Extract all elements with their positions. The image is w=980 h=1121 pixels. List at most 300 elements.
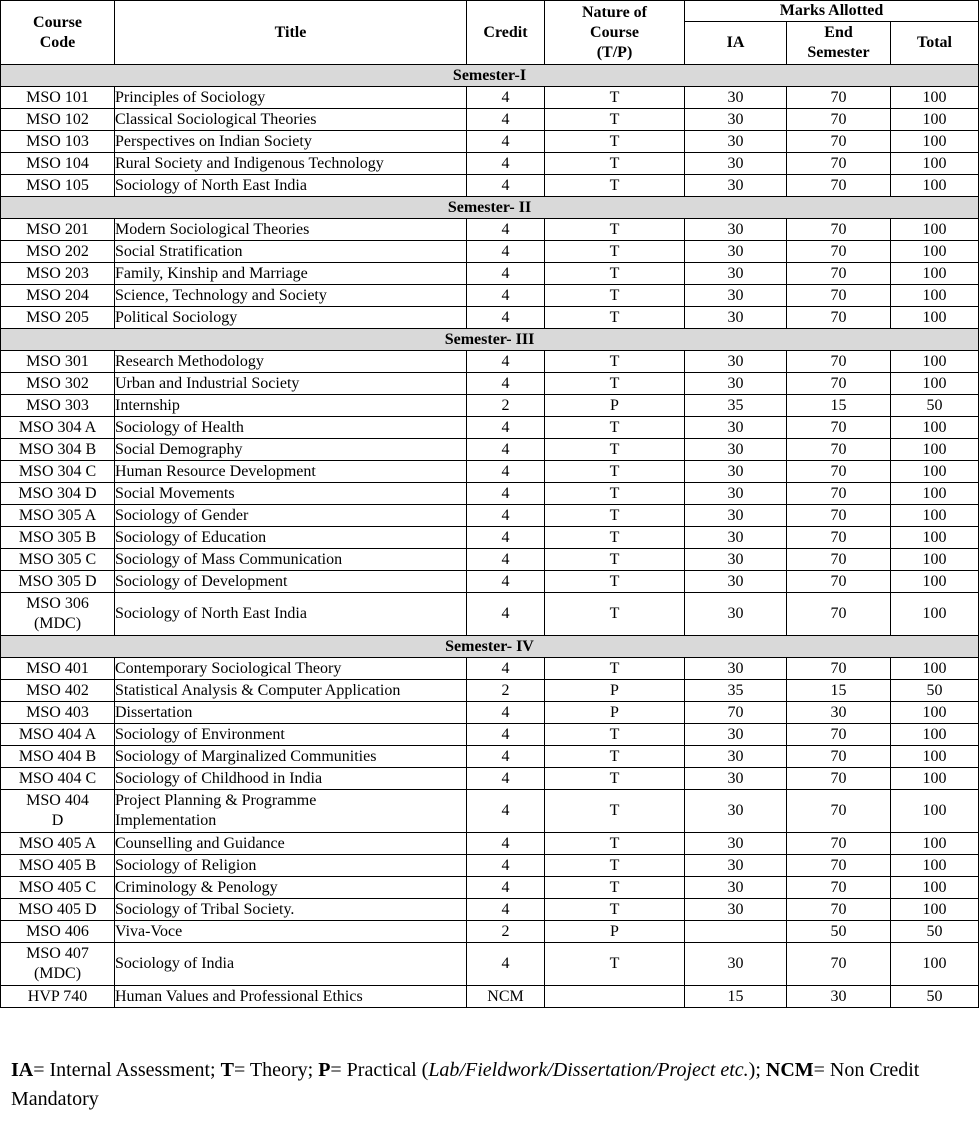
ia-cell: 30 (685, 219, 787, 241)
credit-cell: 4 (467, 263, 545, 285)
credit-cell: 4 (467, 153, 545, 175)
semester-band (1, 636, 979, 658)
nature-cell: T (545, 109, 685, 131)
course-title-cell: Contemporary Sociological Theory (115, 658, 467, 680)
course-code-cell: MSO 304 C (1, 461, 115, 483)
nature-cell: T (545, 263, 685, 285)
end-semester-cell: 70 (787, 943, 891, 986)
credit-cell: 2 (467, 921, 545, 943)
end-semester-cell: 70 (787, 439, 891, 461)
end-semester-cell: 70 (787, 899, 891, 921)
end-semester-cell: 70 (787, 285, 891, 307)
ia-cell: 30 (685, 307, 787, 329)
course-code-cell: MSO 405 D (1, 899, 115, 921)
end-semester-cell: 70 (787, 131, 891, 153)
nature-cell: T (545, 131, 685, 153)
end-semester-cell: 70 (787, 263, 891, 285)
credit-cell: 4 (467, 219, 545, 241)
semester-label: Semester-I (1, 65, 979, 87)
credit-cell: 4 (467, 724, 545, 746)
header-total: Total (891, 22, 979, 65)
credit-cell: 4 (467, 351, 545, 373)
ia-cell: 30 (685, 855, 787, 877)
total-cell: 100 (891, 483, 979, 505)
header-credit: Credit (467, 1, 545, 65)
course-title-cell: Perspectives on Indian Society (115, 131, 467, 153)
course-title-cell: Sociology of Development (115, 571, 467, 593)
end-semester-cell: 70 (787, 855, 891, 877)
course-code-cell: MSO 305 B (1, 527, 115, 549)
table-row (1, 768, 979, 790)
course-code-cell: MSO 202 (1, 241, 115, 263)
footnote-ia-def: = Internal Assessment; (33, 1059, 221, 1081)
total-cell: 100 (891, 219, 979, 241)
credit-cell: 4 (467, 833, 545, 855)
course-title-cell: Sociology of Tribal Society. (115, 899, 467, 921)
course-title-cell: Sociology of Marginalized Communities (115, 746, 467, 768)
course-title-cell: Principles of Sociology (115, 87, 467, 109)
course-title-cell: Sociology of Health (115, 417, 467, 439)
table-row (1, 724, 979, 746)
table-row (1, 175, 979, 197)
course-code-cell: MSO 405 A (1, 833, 115, 855)
end-semester-cell: 70 (787, 833, 891, 855)
nature-cell: T (545, 658, 685, 680)
credit-cell: 4 (467, 505, 545, 527)
credit-cell: 4 (467, 593, 545, 636)
end-semester-cell: 70 (787, 241, 891, 263)
ia-cell: 30 (685, 899, 787, 921)
footnote-p-term: P (318, 1059, 331, 1081)
nature-cell: T (545, 833, 685, 855)
nature-cell: T (545, 373, 685, 395)
table-row (1, 219, 979, 241)
credit-cell: 4 (467, 877, 545, 899)
end-semester-cell: 70 (787, 87, 891, 109)
end-semester-cell: 70 (787, 571, 891, 593)
course-code-cell: MSO 404 D (1, 790, 115, 833)
total-cell: 100 (891, 461, 979, 483)
nature-cell (545, 986, 685, 1008)
credit-cell: 4 (467, 527, 545, 549)
end-semester-cell: 70 (787, 505, 891, 527)
end-semester-cell: 70 (787, 109, 891, 131)
credit-cell: 4 (467, 943, 545, 986)
footnote-p-close: ); (748, 1059, 766, 1081)
credit-cell: 4 (467, 439, 545, 461)
ia-cell: 35 (685, 395, 787, 417)
ia-cell: 30 (685, 724, 787, 746)
nature-cell: T (545, 87, 685, 109)
course-title-cell: Sociology of Childhood in India (115, 768, 467, 790)
course-title-cell: Internship (115, 395, 467, 417)
ia-cell: 30 (685, 833, 787, 855)
course-code-cell: MSO 304 D (1, 483, 115, 505)
end-semester-cell: 70 (787, 461, 891, 483)
course-title-cell: Classical Sociological Theories (115, 109, 467, 131)
total-cell: 100 (891, 439, 979, 461)
nature-cell: T (545, 593, 685, 636)
nature-cell: T (545, 351, 685, 373)
credit-cell: 4 (467, 373, 545, 395)
course-code-cell: MSO 406 (1, 921, 115, 943)
nature-cell: T (545, 527, 685, 549)
end-semester-cell: 70 (787, 153, 891, 175)
end-semester-cell: 15 (787, 395, 891, 417)
ia-cell: 30 (685, 285, 787, 307)
credit-cell: 2 (467, 680, 545, 702)
credit-cell: 2 (467, 395, 545, 417)
nature-cell: T (545, 768, 685, 790)
course-code-cell: MSO 304 A (1, 417, 115, 439)
course-title-cell: Sociology of North East India (115, 175, 467, 197)
ia-cell: 30 (685, 505, 787, 527)
semester-band (1, 329, 979, 351)
header-nature: Nature of Course (T/P) (545, 1, 685, 65)
ia-cell: 70 (685, 702, 787, 724)
table-row (1, 658, 979, 680)
credit-cell: 4 (467, 768, 545, 790)
course-code-cell: MSO 301 (1, 351, 115, 373)
nature-cell: T (545, 943, 685, 986)
end-semester-cell: 70 (787, 527, 891, 549)
nature-cell: T (545, 571, 685, 593)
table-row (1, 986, 979, 1008)
course-title-cell: Counselling and Guidance (115, 833, 467, 855)
course-code-cell: MSO 105 (1, 175, 115, 197)
course-title-cell: Sociology of Environment (115, 724, 467, 746)
total-cell: 100 (891, 263, 979, 285)
course-title-cell: Science, Technology and Society (115, 285, 467, 307)
course-title-cell: Rural Society and Indigenous Technology (115, 153, 467, 175)
nature-cell: T (545, 724, 685, 746)
footnote-t-def: = Theory; (233, 1059, 319, 1081)
table-row (1, 549, 979, 571)
table-row (1, 153, 979, 175)
ia-cell: 30 (685, 768, 787, 790)
ia-cell: 30 (685, 943, 787, 986)
total-cell: 100 (891, 702, 979, 724)
semester-label: Semester- III (1, 329, 979, 351)
ia-cell: 30 (685, 527, 787, 549)
semester-label: Semester- IV (1, 636, 979, 658)
ia-cell: 30 (685, 877, 787, 899)
total-cell: 100 (891, 131, 979, 153)
credit-cell: 4 (467, 285, 545, 307)
course-title-cell: Urban and Industrial Society (115, 373, 467, 395)
table-row (1, 877, 979, 899)
table-row (1, 680, 979, 702)
course-title-cell: Viva-Voce (115, 921, 467, 943)
table-row (1, 351, 979, 373)
course-title-cell: Human Values and Professional Ethics (115, 986, 467, 1008)
credit-cell: 4 (467, 702, 545, 724)
footnote-ncm-def: = Non Credit Mandatory (11, 1059, 920, 1110)
course-title-cell: Dissertation (115, 702, 467, 724)
course-title-cell: Sociology of Education (115, 527, 467, 549)
table-row (1, 87, 979, 109)
ia-cell: 30 (685, 461, 787, 483)
total-cell: 100 (891, 855, 979, 877)
course-title-cell: Social Stratification (115, 241, 467, 263)
total-cell: 100 (891, 373, 979, 395)
nature-cell: P (545, 680, 685, 702)
nature-cell: T (545, 899, 685, 921)
total-cell: 100 (891, 351, 979, 373)
nature-cell: T (545, 285, 685, 307)
nature-cell: T (545, 549, 685, 571)
end-semester-cell: 70 (787, 768, 891, 790)
credit-cell: 4 (467, 417, 545, 439)
credit-cell: 4 (467, 109, 545, 131)
course-title-cell: Sociology of Religion (115, 855, 467, 877)
ia-cell: 30 (685, 790, 787, 833)
course-code-cell: MSO 402 (1, 680, 115, 702)
credit-cell: 4 (467, 790, 545, 833)
ia-cell: 30 (685, 439, 787, 461)
table-row (1, 855, 979, 877)
footnote-ia-term: IA (11, 1059, 34, 1081)
course-code-cell: MSO 305 C (1, 549, 115, 571)
course-code-cell: MSO 405 C (1, 877, 115, 899)
credit-cell: 4 (467, 658, 545, 680)
total-cell: 50 (891, 680, 979, 702)
ia-cell: 30 (685, 593, 787, 636)
credit-cell: 4 (467, 855, 545, 877)
table-row (1, 746, 979, 768)
total-cell: 100 (891, 833, 979, 855)
credit-cell: 4 (467, 241, 545, 263)
total-cell: 100 (891, 175, 979, 197)
total-cell: 100 (891, 877, 979, 899)
table-row (1, 395, 979, 417)
nature-cell: T (545, 461, 685, 483)
total-cell: 50 (891, 395, 979, 417)
nature-cell: T (545, 855, 685, 877)
course-code-cell: MSO 302 (1, 373, 115, 395)
ia-cell: 30 (685, 153, 787, 175)
total-cell: 100 (891, 285, 979, 307)
total-cell: 100 (891, 87, 979, 109)
total-cell: 50 (891, 921, 979, 943)
table-row (1, 373, 979, 395)
end-semester-cell: 70 (787, 417, 891, 439)
course-code-cell: MSO 104 (1, 153, 115, 175)
course-title-cell: Human Resource Development (115, 461, 467, 483)
course-code-cell: MSO 201 (1, 219, 115, 241)
table-row (1, 307, 979, 329)
end-semester-cell: 70 (787, 877, 891, 899)
nature-cell: P (545, 702, 685, 724)
course-title-cell: Criminology & Penology (115, 877, 467, 899)
table-row (1, 109, 979, 131)
end-semester-cell: 70 (787, 307, 891, 329)
nature-cell: T (545, 175, 685, 197)
nature-cell: T (545, 439, 685, 461)
course-code-cell: MSO 102 (1, 109, 115, 131)
total-cell: 100 (891, 109, 979, 131)
end-semester-cell: 50 (787, 921, 891, 943)
total-cell: 100 (891, 790, 979, 833)
course-title-cell: Sociology of Gender (115, 505, 467, 527)
total-cell: 100 (891, 571, 979, 593)
course-code-cell: MSO 305 A (1, 505, 115, 527)
nature-cell: P (545, 921, 685, 943)
course-code-cell: MSO 306 (MDC) (1, 593, 115, 636)
course-code-cell: MSO 401 (1, 658, 115, 680)
total-cell: 100 (891, 724, 979, 746)
table-row (1, 483, 979, 505)
ia-cell: 30 (685, 417, 787, 439)
total-cell: 100 (891, 593, 979, 636)
total-cell: 100 (891, 943, 979, 986)
footnote-p-italic: Lab/Fieldwork/Dissertation/Project etc. (428, 1059, 749, 1081)
end-semester-cell: 70 (787, 658, 891, 680)
table-row (1, 131, 979, 153)
end-semester-cell: 70 (787, 593, 891, 636)
nature-cell: T (545, 746, 685, 768)
end-semester-cell: 15 (787, 680, 891, 702)
course-title-cell: Statistical Analysis & Computer Application (115, 680, 467, 702)
credit-cell: 4 (467, 549, 545, 571)
total-cell: 100 (891, 153, 979, 175)
nature-cell: T (545, 877, 685, 899)
ia-cell: 30 (685, 87, 787, 109)
ia-cell: 30 (685, 571, 787, 593)
course-code-cell: MSO 407 (MDC) (1, 943, 115, 986)
course-title-cell: Social Movements (115, 483, 467, 505)
course-title-cell: Project Planning & Programme Implementation (115, 790, 467, 833)
credit-cell: 4 (467, 175, 545, 197)
ia-cell: 30 (685, 175, 787, 197)
ia-cell: 30 (685, 241, 787, 263)
credit-cell: 4 (467, 87, 545, 109)
table-row (1, 833, 979, 855)
total-cell: 100 (891, 241, 979, 263)
credit-cell: 4 (467, 131, 545, 153)
nature-cell: T (545, 241, 685, 263)
total-cell: 100 (891, 658, 979, 680)
end-semester-cell: 70 (787, 746, 891, 768)
nature-cell: T (545, 153, 685, 175)
course-title-cell: Political Sociology (115, 307, 467, 329)
total-cell: 100 (891, 768, 979, 790)
course-code-cell: MSO 404 C (1, 768, 115, 790)
ia-cell: 30 (685, 549, 787, 571)
nature-cell: T (545, 417, 685, 439)
course-title-cell: Sociology of Mass Communication (115, 549, 467, 571)
table-body (1, 65, 979, 1008)
table-row (1, 285, 979, 307)
table-row (1, 702, 979, 724)
end-semester-cell: 30 (787, 986, 891, 1008)
credit-cell: 4 (467, 483, 545, 505)
table-row (1, 571, 979, 593)
ia-cell: 30 (685, 263, 787, 285)
table-row (1, 790, 979, 833)
ia-cell: 30 (685, 373, 787, 395)
nature-cell: T (545, 307, 685, 329)
header-end-semester: End Semester (787, 22, 891, 65)
total-cell: 100 (891, 505, 979, 527)
ia-cell: 30 (685, 109, 787, 131)
total-cell: 100 (891, 549, 979, 571)
end-semester-cell: 70 (787, 219, 891, 241)
ia-cell: 30 (685, 131, 787, 153)
end-semester-cell: 70 (787, 175, 891, 197)
end-semester-cell: 70 (787, 790, 891, 833)
course-title-cell: Sociology of North East India (115, 593, 467, 636)
course-title-cell: Family, Kinship and Marriage (115, 263, 467, 285)
header-ia: IA (685, 22, 787, 65)
course-code-cell: MSO 305 D (1, 571, 115, 593)
table-row (1, 241, 979, 263)
header-marks-allotted: Marks Allotted (685, 1, 979, 22)
credit-cell: NCM (467, 986, 545, 1008)
total-cell: 100 (891, 417, 979, 439)
semester-band (1, 197, 979, 219)
course-code-cell: MSO 303 (1, 395, 115, 417)
table-row (1, 593, 979, 636)
ia-cell: 35 (685, 680, 787, 702)
course-code-cell: MSO 204 (1, 285, 115, 307)
footnote-ncm-term: NCM (765, 1059, 814, 1081)
table-row (1, 439, 979, 461)
end-semester-cell: 70 (787, 724, 891, 746)
course-code-cell: MSO 404 A (1, 724, 115, 746)
nature-cell: T (545, 790, 685, 833)
end-semester-cell: 70 (787, 373, 891, 395)
credit-cell: 4 (467, 746, 545, 768)
nature-cell: T (545, 483, 685, 505)
nature-cell: T (545, 219, 685, 241)
course-code-cell: MSO 404 B (1, 746, 115, 768)
course-title-cell: Research Methodology (115, 351, 467, 373)
footnote-t-term: T (220, 1059, 234, 1081)
table-row (1, 505, 979, 527)
credit-cell: 4 (467, 571, 545, 593)
footnote (11, 1056, 971, 1114)
ia-cell: 30 (685, 483, 787, 505)
course-code-cell: MSO 101 (1, 87, 115, 109)
course-code-cell: MSO 205 (1, 307, 115, 329)
header-title: Title (115, 1, 467, 65)
credit-cell: 4 (467, 461, 545, 483)
course-title-cell: Modern Sociological Theories (115, 219, 467, 241)
ia-cell: 15 (685, 986, 787, 1008)
semester-band (1, 65, 979, 87)
course-code-cell: MSO 203 (1, 263, 115, 285)
semester-label: Semester- II (1, 197, 979, 219)
course-code-cell: MSO 304 B (1, 439, 115, 461)
table-row (1, 921, 979, 943)
table-row (1, 899, 979, 921)
course-title-cell: Sociology of India (115, 943, 467, 986)
header-course-code: Course Code (1, 1, 115, 65)
total-cell: 100 (891, 307, 979, 329)
ia-cell: 30 (685, 746, 787, 768)
nature-cell: T (545, 505, 685, 527)
course-title-cell: Social Demography (115, 439, 467, 461)
end-semester-cell: 30 (787, 702, 891, 724)
ia-cell: 30 (685, 351, 787, 373)
ia-cell: 30 (685, 658, 787, 680)
total-cell: 50 (891, 986, 979, 1008)
end-semester-cell: 70 (787, 351, 891, 373)
course-code-cell: HVP 740 (1, 986, 115, 1008)
table-row (1, 417, 979, 439)
total-cell: 100 (891, 746, 979, 768)
